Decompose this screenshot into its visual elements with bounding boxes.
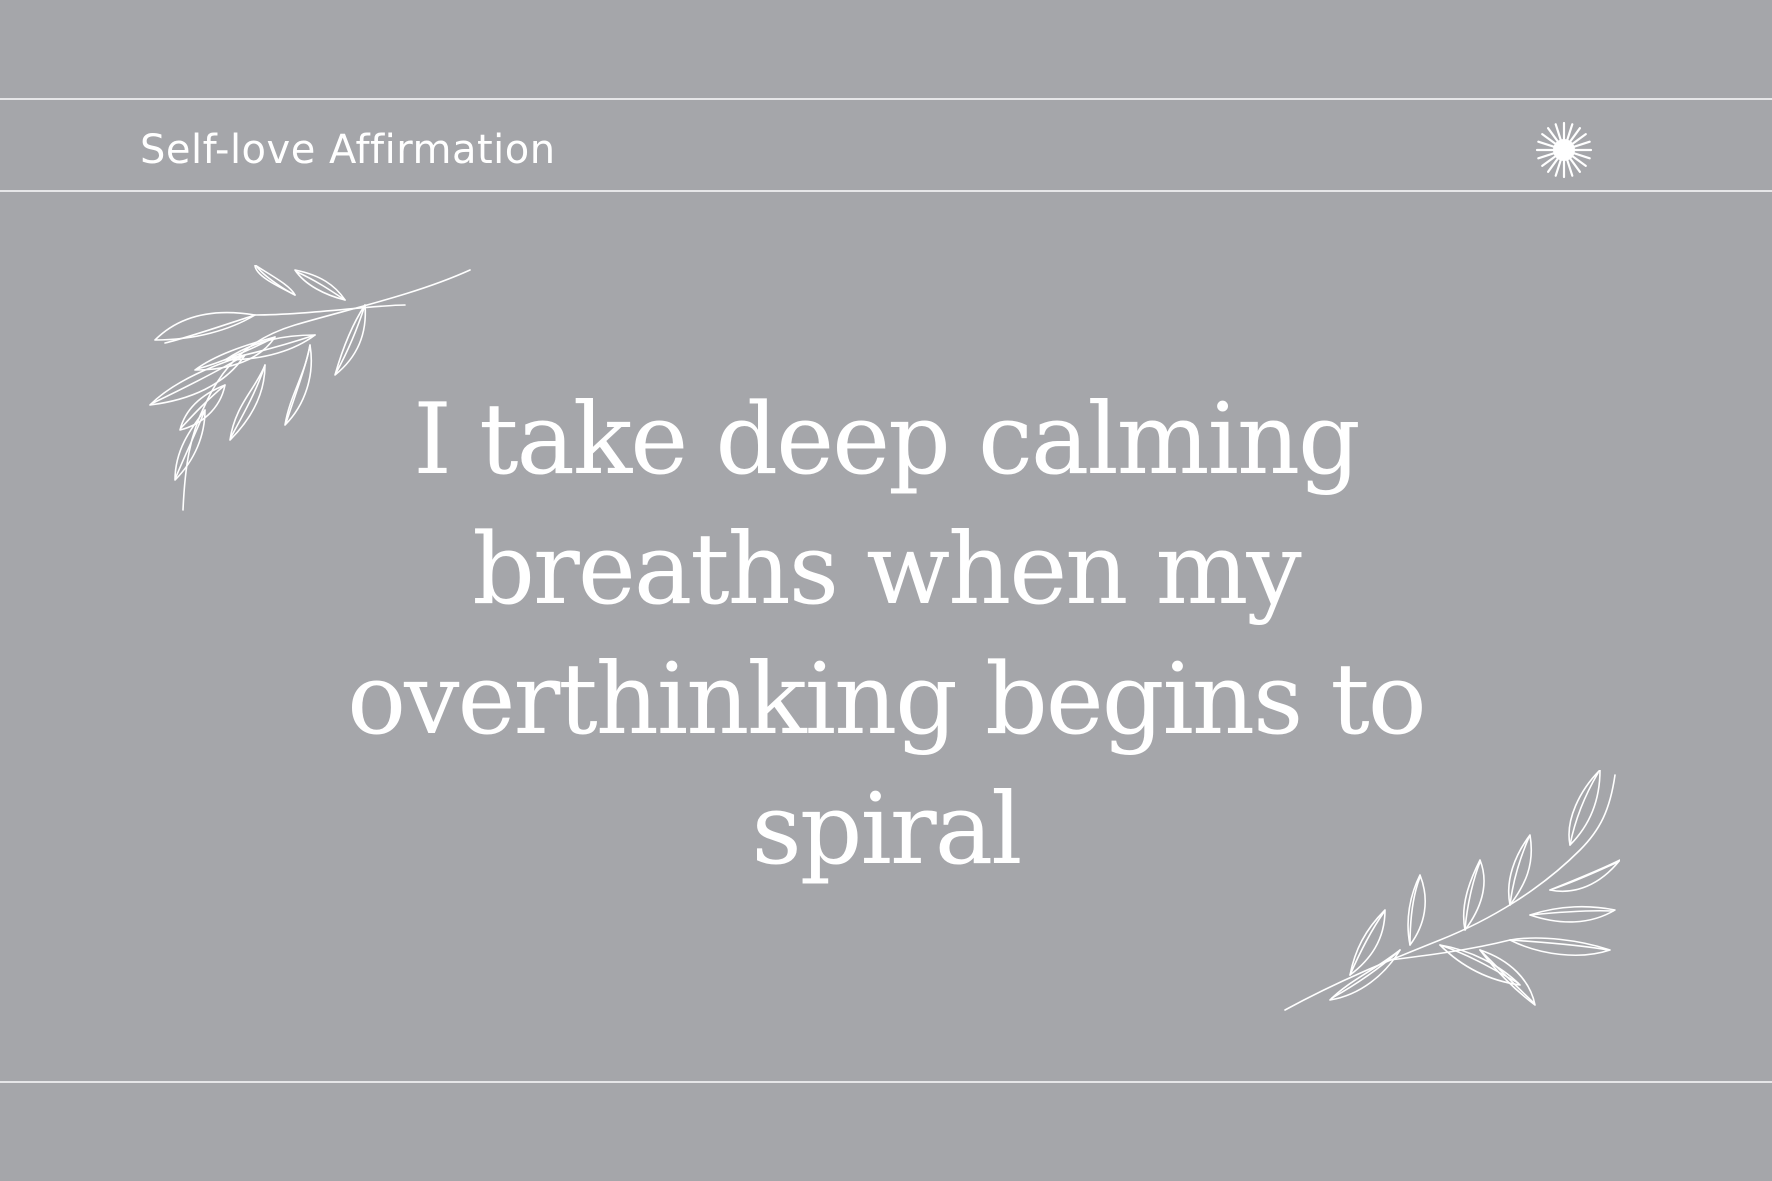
header-divider (0, 190, 1772, 192)
affirmation-line-1: I take deep calming (413, 383, 1359, 497)
header-title: Self-love Affirmation (140, 127, 556, 173)
leaf-branch-icon-bottom (1280, 770, 1620, 1015)
sun-burst-icon (1535, 121, 1593, 179)
top-divider (0, 98, 1772, 100)
affirmation-line-4: spiral (751, 773, 1021, 887)
affirmation-line-2: breaths when my (472, 513, 1300, 627)
affirmation-line-3: overthinking begins to (347, 643, 1425, 757)
bottom-divider (0, 1081, 1772, 1083)
